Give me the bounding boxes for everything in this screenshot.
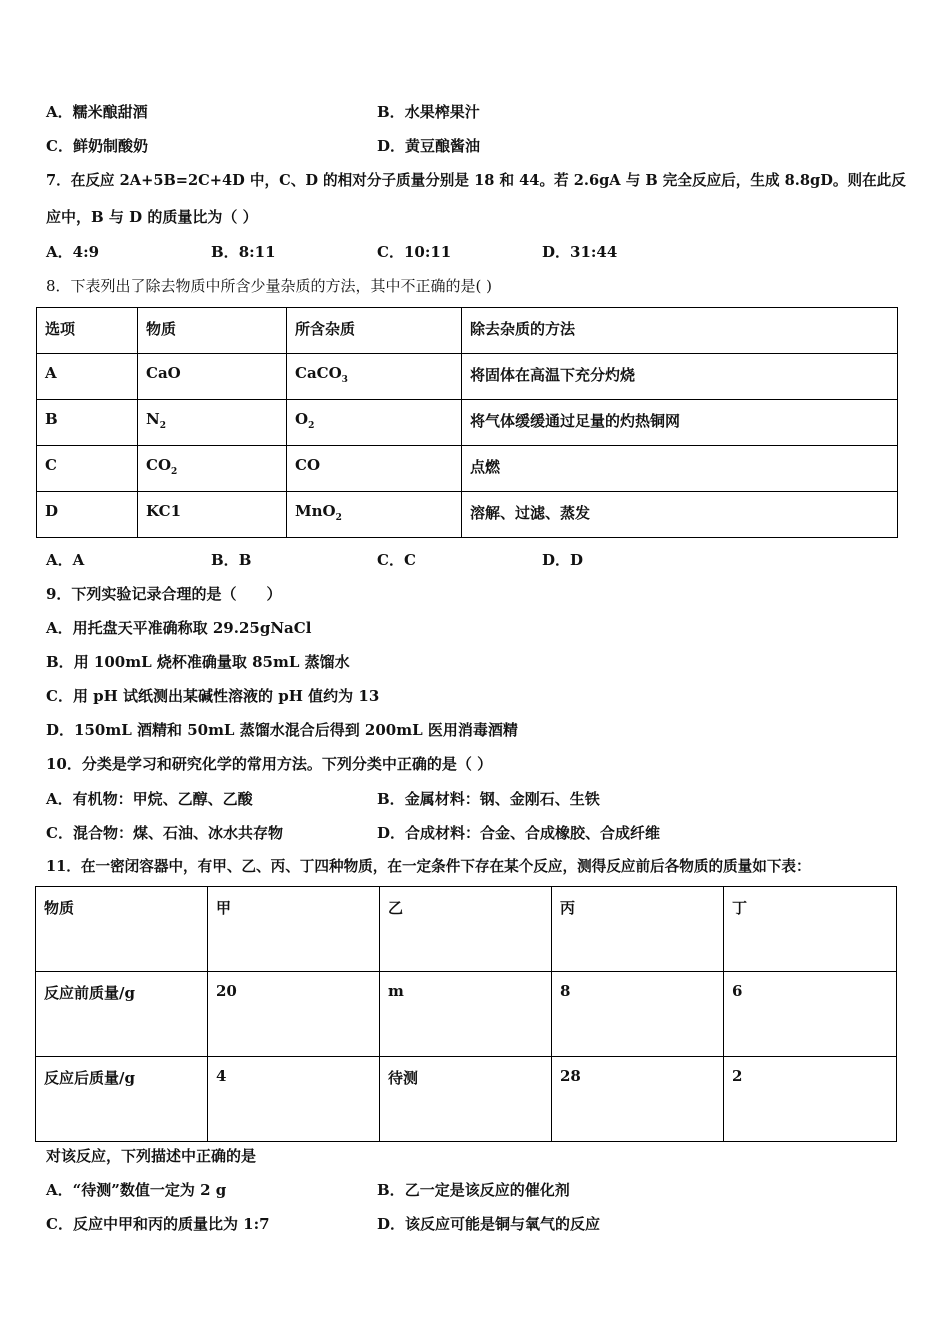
option-10a: A．有机物：甲烷、乙醇、乙酸: [46, 790, 253, 808]
header-cell: 除去杂质的方法: [462, 308, 898, 354]
table-row: [36, 972, 897, 1057]
header-cell: 丁: [724, 887, 897, 972]
option-6d: D．黄豆酿酱油: [377, 137, 481, 155]
table-header-row: [37, 308, 898, 354]
table-row: [37, 446, 898, 492]
option-cell: B: [37, 400, 138, 446]
option-11a: A．“待测”数值一定为 2 g: [46, 1181, 227, 1199]
table-header-row: [36, 887, 897, 972]
impurity-cell: CO: [287, 446, 462, 492]
value-cell: 20: [208, 972, 380, 1057]
question-7-line2: 应中，B 与 D 的质量比为（ ）: [46, 208, 258, 226]
option-6b: B．水果榨果汁: [377, 103, 480, 121]
option-11c: C．反应中甲和丙的质量比为 1:7: [46, 1215, 270, 1233]
option-8a: A．A: [46, 551, 85, 569]
question-11-substem: 对该反应，下列描述中正确的是: [46, 1147, 257, 1165]
impurity-cell: CaCO$_3$: [287, 354, 462, 400]
question-7-line1: 7．在反应 2A+5B=2C+4D 中，C、D 的相对分子质量分别是 18 和 44。若 2.6gA 与 B 完全反应后，生成 8.8gD。则在此反: [46, 172, 906, 189]
value-cell: 6: [724, 972, 897, 1057]
table-row: [36, 1057, 897, 1142]
value-cell: 待测: [380, 1057, 552, 1142]
option-11b: B．乙一定是该反应的催化剂: [377, 1181, 570, 1199]
option-11d: D．该反应可能是铜与氧气的反应: [377, 1215, 601, 1233]
value-cell: 4: [208, 1057, 380, 1142]
question-9-stem: 9．下列实验记录合理的是（ ）: [46, 585, 282, 603]
table-row: [37, 354, 898, 400]
option-cell: A: [37, 354, 138, 400]
option-9a: A．用托盘天平准确称取 29.25gNaCl: [46, 619, 312, 637]
option-8b: B．B: [211, 551, 252, 569]
question-10-stem: 10．分类是学习和研究化学的常用方法。下列分类中正确的是（ ）: [46, 755, 493, 773]
substance-cell: CaO: [138, 354, 287, 400]
header-cell: 选项: [37, 308, 138, 354]
value-cell: m: [380, 972, 552, 1057]
header-cell: 物质: [36, 887, 208, 972]
header-cell: 所含杂质: [287, 308, 462, 354]
impurity-cell: MnO$_2$: [287, 492, 462, 538]
row-label-cell: 反应后质量/g: [36, 1057, 208, 1142]
option-9d: D．150mL 酒精和 50mL 蒸馏水混合后得到 200mL 医用消毒酒精: [46, 721, 518, 739]
option-10c: C．混合物：煤、石油、冰水共存物: [46, 824, 283, 842]
header-cell: 丙: [552, 887, 724, 972]
option-6a: A．糯米酿甜酒: [46, 103, 148, 121]
question-11-stem: 11．在一密闭容器中，有甲、乙、丙、丁四种物质，在一定条件下存在某个反应，测得反应前后各物质的质量如下表：: [46, 858, 811, 875]
option-7b: B．8:11: [211, 243, 276, 261]
header-cell: 甲: [208, 887, 380, 972]
option-7d: D．31:44: [542, 243, 618, 261]
option-6c: C．鲜奶制酸奶: [46, 137, 148, 155]
table-row: [37, 400, 898, 446]
method-cell: 将气体缓缓通过足量的灼热铜网: [462, 400, 898, 446]
value-cell: 28: [552, 1057, 724, 1142]
option-10b: B．金属材料：钢、金刚石、生铁: [377, 790, 600, 808]
method-cell: 溶解、过滤、蒸发: [462, 492, 898, 538]
table-row: [37, 492, 898, 538]
impurity-cell: $O_2$: [287, 400, 462, 446]
method-cell: 点燃: [462, 446, 898, 492]
mass-table: [35, 886, 897, 1142]
option-7c: C．10:11: [377, 243, 452, 261]
option-8d: D．D: [542, 551, 584, 569]
option-8c: C．C: [377, 551, 416, 569]
option-7a: A．4:9: [46, 243, 100, 261]
method-cell: 将固体在高温下充分灼烧: [462, 354, 898, 400]
option-9c: C．用 pH 试纸测出某碱性溶液的 pH 值约为 13: [46, 687, 380, 705]
option-10d: D．合成材料：合金、合成橡胶、合成纤维: [377, 824, 661, 842]
header-cell: 物质: [138, 308, 287, 354]
row-label-cell: 反应前质量/g: [36, 972, 208, 1057]
header-cell: 乙: [380, 887, 552, 972]
impurity-table: [36, 307, 898, 538]
value-cell: 8: [552, 972, 724, 1057]
question-8-stem: 8．下表列出了除去物质中所含少量杂质的方法，其中不正确的是( ): [46, 277, 493, 295]
option-cell: C: [37, 446, 138, 492]
value-cell: 2: [724, 1057, 897, 1142]
substance-cell: KC1: [138, 492, 287, 538]
option-9b: B．用 100mL 烧杯准确量取 85mL 蒸馏水: [46, 653, 350, 671]
substance-cell: $CO_2$: [138, 446, 287, 492]
substance-cell: $N_2$: [138, 400, 287, 446]
option-cell: D: [37, 492, 138, 538]
